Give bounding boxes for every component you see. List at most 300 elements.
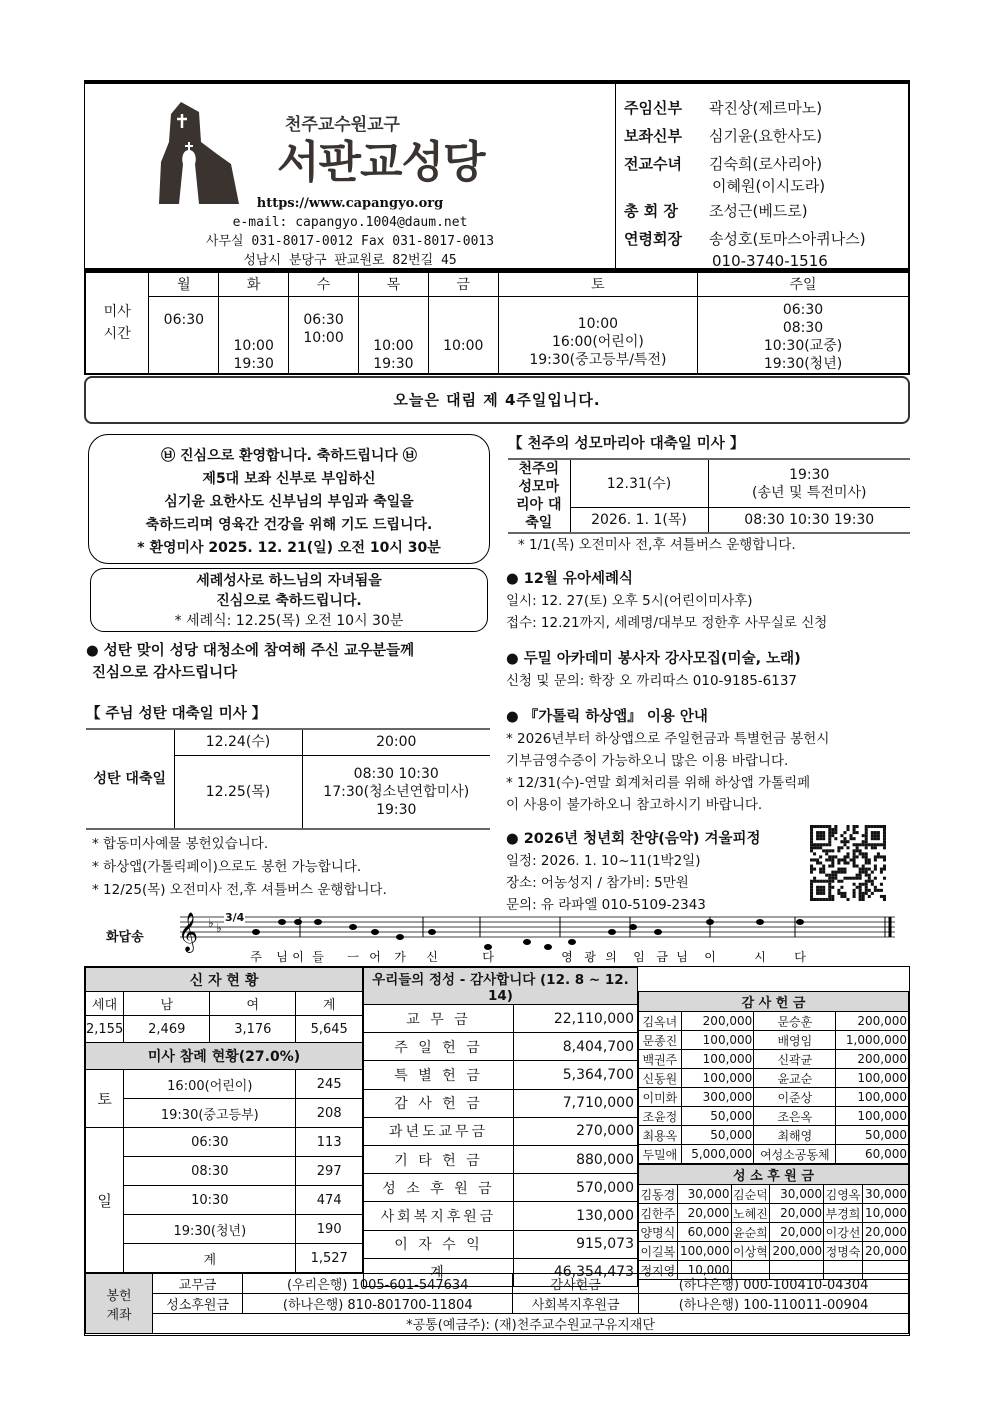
- feast-date: 12.24(수): [174, 729, 302, 755]
- mass-schedule-table: [84, 270, 910, 375]
- thanks-line: 진심으로 감사드립니다: [92, 665, 238, 681]
- attendance-row: [86, 1128, 363, 1157]
- attendance-row: [86, 1215, 363, 1244]
- donor-amount: 50,000: [681, 1126, 754, 1145]
- donor-name: 최해영: [754, 1126, 836, 1145]
- baptism-box: [90, 568, 488, 632]
- donor-row: [639, 1088, 909, 1107]
- music-note: [294, 919, 302, 925]
- donor-name: 문종진: [639, 1031, 682, 1050]
- notice-title: ● 두밀 아카데미 봉사자 강사모집(미술, 노래): [506, 651, 801, 667]
- account-number[interactable]: (우리은행) 1005-601-547634: [243, 1274, 513, 1294]
- members-header: 세대: [86, 992, 124, 1016]
- mary-mass-table: [508, 458, 910, 534]
- notice-line: 장소: 어농성지 / 참가비: 5만원: [506, 875, 689, 891]
- donor-amount: 200,000: [681, 1012, 754, 1031]
- account-type: 성소후원금: [153, 1294, 243, 1314]
- donor-amount: 300,000: [681, 1088, 754, 1107]
- notice-block: [506, 648, 910, 692]
- music-note: [278, 919, 286, 925]
- feast-label: 천주의 성모마리아 대축일: [508, 459, 570, 533]
- phone: 사무실 031-8017-0012 Fax 031-8017-0013: [205, 234, 495, 249]
- donor-amount: 100,000: [681, 1069, 754, 1088]
- mary-title: 【 천주의 성모마리아 대축일 미사 】: [508, 436, 745, 452]
- donor-name: 부경희: [824, 1204, 863, 1223]
- feast-time: 19:30: [789, 466, 830, 483]
- thanks-line: ● 성탄 맞이 성당 대청소에 참여해 주신 교우분들께: [86, 643, 415, 659]
- donor-name: 조은옥: [754, 1107, 836, 1126]
- schedule-times-row: [85, 297, 909, 375]
- offering-amount: 270,000: [514, 1117, 638, 1145]
- feast-date: 12.31(수): [570, 459, 708, 508]
- attendance-title: 미사 참례 현황(27.0%): [86, 1043, 363, 1070]
- staff-name: 조성근(베드로): [709, 202, 808, 220]
- staff-name: 이혜원(이시도라): [712, 177, 826, 195]
- attendance-day: 일: [86, 1128, 124, 1273]
- lyric-syllable: ㅡ: [347, 950, 359, 964]
- donor-row: [639, 1145, 909, 1164]
- feast-time: 08:30 10:30 19:30: [744, 512, 875, 529]
- music-note: [314, 919, 322, 925]
- feast-time: 19:30: [376, 801, 417, 818]
- schedule-day: 목: [358, 272, 428, 297]
- attendance-title-row: [86, 1043, 363, 1070]
- offering-row: [364, 1089, 638, 1117]
- responsorial-label: 화답송: [106, 930, 144, 945]
- offering-name: 주 일 헌 금: [364, 1033, 514, 1061]
- attendance-mass: 19:30(청년): [124, 1215, 296, 1244]
- account-type: 사회복지후원금: [513, 1294, 639, 1314]
- donor-amount: 50,000: [836, 1126, 909, 1145]
- donor-name: 김순덕: [731, 1185, 770, 1204]
- staff-list: [615, 84, 909, 270]
- schedule-day: 금: [428, 272, 498, 297]
- notice-title: ● 『가톨릭 하상앱』 이용 안내: [506, 709, 708, 725]
- attendance-day: 토: [86, 1070, 124, 1128]
- schedule-cell: [289, 297, 359, 375]
- christmas-notes: [92, 833, 387, 902]
- address: 성남시 분당구 판교원로 82번길 45: [243, 253, 457, 268]
- svg-text:♭: ♭: [208, 916, 214, 930]
- staff-names: [709, 122, 822, 150]
- lyric-syllable: 의: [605, 950, 617, 964]
- donor-row: [639, 1185, 909, 1204]
- donor-name: 배영임: [754, 1031, 836, 1050]
- christmas-note: * 하상앱(가톨릭페이)으로도 봉헌 가능합니다.: [92, 859, 362, 875]
- members-header: 여: [210, 992, 296, 1016]
- donor-name: 이강선: [824, 1223, 863, 1242]
- donor-name: 두밀애: [639, 1145, 682, 1164]
- qr-code-icon[interactable]: [810, 825, 886, 901]
- donor-amount: 60,000: [677, 1223, 731, 1242]
- mass-time: 19:30: [233, 356, 274, 372]
- staff-row: [624, 197, 909, 225]
- music-note: [523, 939, 531, 945]
- lyric-syllable: 어: [369, 950, 381, 964]
- members-value: 2,155: [86, 1016, 124, 1043]
- offering-name: 사회복지후원금: [364, 1202, 514, 1230]
- lyric-syllable: 들: [312, 950, 324, 964]
- donor-amount: 100,000: [677, 1242, 731, 1261]
- lyric-syllable: 다: [794, 950, 806, 964]
- notice-line: * 12/31(수)-연말 회계처리를 위해 하상앱 가톨릭페: [506, 775, 811, 791]
- account-row: [86, 1294, 909, 1314]
- members-header: 남: [124, 992, 210, 1016]
- members-header: 계: [296, 992, 363, 1016]
- offering-row: [364, 1061, 638, 1089]
- schedule-day: 화: [219, 272, 289, 297]
- account-type: 교무금: [153, 1274, 243, 1294]
- donor-amount: 10,000: [862, 1204, 908, 1223]
- thanks-notice: [86, 640, 496, 684]
- donor-name: 문승훈: [754, 1012, 836, 1031]
- lyric-syllable: 시: [754, 950, 766, 964]
- offering-name: 특 별 헌 금: [364, 1061, 514, 1089]
- offerings-title: 우리들의 정성 - 감사합니다 (12. 8 ~ 12. 14): [364, 968, 638, 1005]
- attendance-mass: 19:30(중고등부): [124, 1099, 296, 1128]
- offering-amount: 880,000: [514, 1145, 638, 1173]
- donor-name: 이준상: [754, 1088, 836, 1107]
- music-note: [756, 919, 764, 925]
- attendance-row: [86, 1186, 363, 1215]
- staff-name: 010-3740-1516: [712, 252, 828, 270]
- offering-amount: 7,710,000: [514, 1089, 638, 1117]
- donor-amount: 20,000: [862, 1223, 908, 1242]
- lyric-syllable: 임: [633, 950, 645, 964]
- donor-amount: 60,000: [836, 1145, 909, 1164]
- schedule-cell: [358, 297, 428, 375]
- music-note: [608, 929, 616, 935]
- donor-amount: 10,000: [677, 1261, 731, 1280]
- notice-line: * 2026년부터 하상앱으로 주일헌금과 특별헌금 봉헌시: [506, 731, 830, 747]
- feast-row: [86, 729, 490, 755]
- attendance-mass: 06:30: [124, 1128, 296, 1157]
- donor-amount: 30,000: [770, 1185, 824, 1204]
- donor-amount: 100,000: [836, 1069, 909, 1088]
- staff-role: 총 회 장: [624, 202, 678, 220]
- staff-name: 곽진상(제르마노): [709, 99, 823, 117]
- mass-time: 10:00: [577, 316, 619, 332]
- welcome-line: 축하드리며 영육간 건강을 위해 기도 드립니다.: [145, 517, 433, 533]
- donor-row: [639, 1050, 909, 1069]
- offering-amount: 570,000: [514, 1174, 638, 1202]
- donor-amount: 100,000: [681, 1050, 754, 1069]
- feast-row: [508, 459, 910, 508]
- music-note: [629, 924, 637, 930]
- attendance-count: 245: [296, 1070, 363, 1099]
- feast-times: [302, 755, 490, 829]
- donor-amount: 30,000: [862, 1185, 908, 1204]
- staff-row: [624, 122, 909, 150]
- donor-title-row: [639, 1165, 909, 1185]
- feast-time: 20:00: [376, 734, 417, 751]
- schedule-day: 월: [149, 272, 219, 297]
- donor-title: 성 소 후 원 금: [639, 1165, 909, 1185]
- bottom-tables: [84, 966, 910, 1336]
- donor-name: 윤순희: [731, 1223, 770, 1242]
- mass-time: 06:30: [163, 312, 205, 328]
- staff-names: [709, 150, 825, 197]
- christmas-title: 【 주님 성탄 대축일 미사 】: [86, 706, 267, 722]
- donor-name: 이미화: [639, 1088, 682, 1107]
- donor-amount: 50,000: [681, 1107, 754, 1126]
- members-value: 5,645: [296, 1016, 363, 1043]
- notice-line: 일시: 12. 27(토) 오후 5시(어린이미사후): [506, 593, 753, 609]
- notice-line: 접수: 12.21까지, 세례명/대부모 정한후 사무실로 신청: [506, 615, 828, 631]
- music-staff: [170, 905, 905, 965]
- staff-names: [709, 94, 822, 122]
- account-footer: *공통(예금주): (재)천주교수원교구유지재단: [153, 1314, 909, 1334]
- music-note: [371, 929, 379, 935]
- accounts-label: 봉헌 계좌: [86, 1274, 153, 1334]
- lyric-syllable: 님: [276, 950, 288, 964]
- music-note: [706, 919, 714, 925]
- offering-name: 성 소 후 원 금: [364, 1174, 514, 1202]
- mass-time: 19:30(중고등부/특전): [529, 352, 667, 368]
- offering-name: 계: [364, 1258, 514, 1286]
- offering-row: [364, 1005, 638, 1033]
- offering-amount: 8,404,700: [514, 1033, 638, 1061]
- members-title-row: [86, 968, 363, 992]
- mass-time: 06:30: [303, 312, 344, 328]
- mary-note: * 1/1(목) 오전미사 전,후 셔틀버스 운행합니다.: [518, 537, 796, 553]
- email[interactable]: e-mail: capangyo.1004@daum.net: [232, 215, 468, 230]
- notice-line: 이 사용이 불가하오니 참고하시기 바랍니다.: [506, 797, 763, 813]
- staff-role: 연령회장: [624, 230, 682, 248]
- account-number[interactable]: (하나은행) 100-110011-00904: [639, 1294, 909, 1314]
- members-header-row: [86, 992, 363, 1016]
- lyric-syllable: 님: [676, 950, 688, 964]
- lyric-syllable: 이: [292, 950, 304, 964]
- notice-block: [506, 568, 910, 634]
- offering-row: [364, 1145, 638, 1173]
- lyric-syllable: 가: [394, 950, 406, 964]
- feast-time: 08:30 10:30: [353, 765, 439, 782]
- time-signature: 3/4: [225, 911, 245, 924]
- schedule-cell: [698, 297, 909, 375]
- attendance-count: 1,527: [296, 1244, 363, 1273]
- christmas-note: * 12/25(목) 오전미사 전,후 셔틀버스 운행합니다.: [92, 882, 387, 898]
- donor-title: 감 사 헌 금: [639, 992, 909, 1012]
- attendance-row: [86, 1244, 363, 1273]
- staff-role: 전교수녀: [624, 155, 682, 173]
- attendance-mass: 계: [124, 1244, 296, 1273]
- christmas-note: * 합동미사예물 봉헌있습니다.: [92, 836, 269, 852]
- offering-name: 이 자 수 익: [364, 1230, 514, 1258]
- welcome-line: ㉥ 진심으로 환영합니다. 축하드립니다 ㉥: [161, 448, 417, 464]
- music-note: [428, 929, 436, 935]
- donor-amount: 5,000,000: [681, 1145, 754, 1164]
- svg-text:♭: ♭: [216, 921, 222, 935]
- schedule-header-row: [85, 272, 909, 297]
- baptism-line: * 세례식: 12.25(목) 오전 10시 30분: [174, 613, 404, 629]
- donor-amount: 100,000: [681, 1031, 754, 1050]
- donor-name: 김동경: [639, 1185, 678, 1204]
- mass-time: 19:30: [373, 356, 414, 372]
- staff-row: [624, 225, 909, 272]
- notice-line: 신청 및 문의: 학장 오 까리따스 010-9185-6137: [506, 673, 798, 689]
- members-title: 신 자 현 황: [86, 968, 363, 992]
- notice-title: ● 12월 유아세례식: [506, 571, 633, 587]
- donor-name: 정지영: [639, 1261, 678, 1280]
- donor-amount: 200,000: [836, 1050, 909, 1069]
- feast-times: [708, 508, 910, 533]
- baptism-line: 진심으로 축하드립니다.: [216, 593, 362, 609]
- attendance-count: 297: [296, 1157, 363, 1186]
- mass-time: 10:00: [303, 330, 344, 346]
- donor-name: 백권주: [639, 1050, 682, 1069]
- donor-name: 노혜진: [731, 1204, 770, 1223]
- staff-role: 주임신부: [624, 99, 682, 117]
- donor-lists: [638, 991, 909, 1280]
- welcome-box: [88, 434, 490, 564]
- music-note: [796, 919, 804, 925]
- attendance-count: 190: [296, 1215, 363, 1244]
- feast-times: [708, 459, 910, 508]
- offering-amount: 130,000: [514, 1202, 638, 1230]
- donor-row: [639, 1223, 909, 1242]
- member-stats-table: [85, 967, 363, 1273]
- offering-name: 감 사 헌 금: [364, 1089, 514, 1117]
- offering-row: [364, 1202, 638, 1230]
- feast-date: 12.25(목): [174, 755, 302, 829]
- donor-name: 조윤정: [639, 1107, 682, 1126]
- lyric-syllable: 주: [250, 950, 262, 964]
- offering-amount: 22,110,000: [514, 1005, 638, 1033]
- welcome-line: * 환영미사 2025. 12. 21(일) 오전 10시 30분: [137, 540, 441, 556]
- notice-block: [506, 706, 910, 816]
- feast-date: 2026. 1. 1(목): [570, 508, 708, 533]
- music-note: [654, 929, 662, 935]
- attendance-count: 474: [296, 1186, 363, 1215]
- lyric-syllable: 금: [656, 950, 668, 964]
- donor-name: 양명식: [639, 1223, 678, 1242]
- offering-row: [364, 1033, 638, 1061]
- feast-time: (송년 및 특전미사): [752, 484, 867, 501]
- offerings-title-row: [364, 968, 638, 1005]
- donor-row: [639, 1242, 909, 1261]
- donor-amount: 200,000: [770, 1242, 824, 1261]
- donor-name: 신곽균: [754, 1050, 836, 1069]
- account-type: 감사헌금: [513, 1274, 639, 1294]
- staff-names: [709, 197, 808, 225]
- parish-name: 서판교성당: [277, 137, 485, 188]
- music-note: [544, 944, 552, 950]
- account-number[interactable]: (하나은행) 000-100410-04304: [639, 1274, 909, 1294]
- mass-time: 10:00: [443, 338, 484, 354]
- christmas-mass-table: [86, 728, 490, 830]
- lyric-syllable: 이: [704, 950, 716, 964]
- offering-name: 교 무 금: [364, 1005, 514, 1033]
- schedule-label: 미사 시간: [85, 272, 149, 375]
- attendance-count: 113: [296, 1128, 363, 1157]
- donor-row: [639, 1204, 909, 1223]
- schedule-day: 주일: [698, 272, 909, 297]
- attendance-row: [86, 1070, 363, 1099]
- attendance-row: [86, 1099, 363, 1128]
- attendance-count: 208: [296, 1099, 363, 1128]
- members-value: 2,469: [124, 1016, 210, 1043]
- website-link[interactable]: https://www.capangyo.org: [256, 196, 444, 211]
- offering-amount: 5,364,700: [514, 1061, 638, 1089]
- members-values-row: [86, 1016, 363, 1043]
- donor-name: 김옥녀: [639, 1012, 682, 1031]
- donor-name: 정명숙: [824, 1242, 863, 1261]
- donor-row: [639, 1126, 909, 1145]
- account-number[interactable]: (하나은행) 810-801700-11804: [243, 1294, 513, 1314]
- lyric-syllable: 다: [482, 950, 494, 964]
- donor-name: 윤교순: [754, 1069, 836, 1088]
- svg-text:𝄞: 𝄞: [178, 912, 199, 952]
- donor-name: 이상혁: [731, 1242, 770, 1261]
- feast-times: [302, 729, 490, 755]
- donor-row: [639, 1031, 909, 1050]
- attendance-mass: 10:30: [124, 1186, 296, 1215]
- offering-name: 기 타 헌 금: [364, 1145, 514, 1173]
- donor-amount: 20,000: [770, 1223, 824, 1242]
- offerings-table: [363, 967, 638, 1287]
- donor-name: 김한주: [639, 1204, 678, 1223]
- mass-time: 08:30: [782, 320, 824, 336]
- attendance-row: [86, 1157, 363, 1186]
- music-note: [396, 934, 404, 940]
- donor-amount: 20,000: [862, 1242, 908, 1261]
- staff-role: 보좌신부: [624, 127, 682, 145]
- donor-name: 김영옥: [824, 1185, 863, 1204]
- thanks-offering-table: [638, 991, 909, 1164]
- offering-name: 과년도교무금: [364, 1117, 514, 1145]
- schedule-cell: [428, 297, 498, 375]
- donor-amount: 20,000: [770, 1204, 824, 1223]
- donor-row: [639, 1012, 909, 1031]
- welcome-line: 제5대 보좌 신부로 부임하신: [202, 471, 376, 487]
- notice-line: 기부금영수증이 가능하오니 많은 이용 바랍니다.: [506, 753, 789, 769]
- schedule-cell: [219, 297, 289, 375]
- notice-line: 문의: 유 라파엘 010-5109-2343: [506, 897, 706, 913]
- donor-name: 최용옥: [639, 1126, 682, 1145]
- music-note: [349, 924, 357, 930]
- attendance-mass: 08:30: [124, 1157, 296, 1186]
- vocation-offering-table: [638, 1164, 909, 1280]
- feast-label: 성탄 대축일: [86, 729, 174, 829]
- masthead: [84, 80, 910, 270]
- staff-name: 심기윤(요한사도): [709, 127, 823, 145]
- music-note: [568, 939, 576, 945]
- donor-amount: 100,000: [836, 1107, 909, 1126]
- baptism-line: 세례성사로 하느님의 자녀됨을: [196, 573, 382, 589]
- notice-title: ● 2026년 청년회 찬양(음악) 겨울피정: [506, 831, 761, 847]
- offering-row: [364, 1117, 638, 1145]
- diocese-name: 천주교수원교구: [285, 115, 400, 135]
- donor-name: 이길복: [639, 1242, 678, 1261]
- lyric-syllable: 영: [561, 950, 573, 964]
- notice-line: 일정: 2026. 1. 10~11(1박2일): [506, 853, 701, 869]
- staff-name: 송성호(토마스아퀴나스): [709, 230, 866, 248]
- donor-amount: 100,000: [836, 1088, 909, 1107]
- schedule-day: 토: [498, 272, 697, 297]
- donor-amount: 1,000,000: [836, 1031, 909, 1050]
- today-banner: 오늘은 대림 제 4주일입니다.: [84, 376, 910, 424]
- donor-amount: 20,000: [677, 1204, 731, 1223]
- mass-time: 19:30(청년): [763, 356, 843, 372]
- feast-time: 17:30(청소년연합미사): [323, 783, 470, 800]
- offering-row: [364, 1230, 638, 1258]
- schedule-day: 수: [289, 272, 359, 297]
- accounts-table: [85, 1273, 909, 1334]
- donor-amount: 30,000: [677, 1185, 731, 1204]
- staff-row: [624, 94, 909, 122]
- members-value: 3,176: [210, 1016, 296, 1043]
